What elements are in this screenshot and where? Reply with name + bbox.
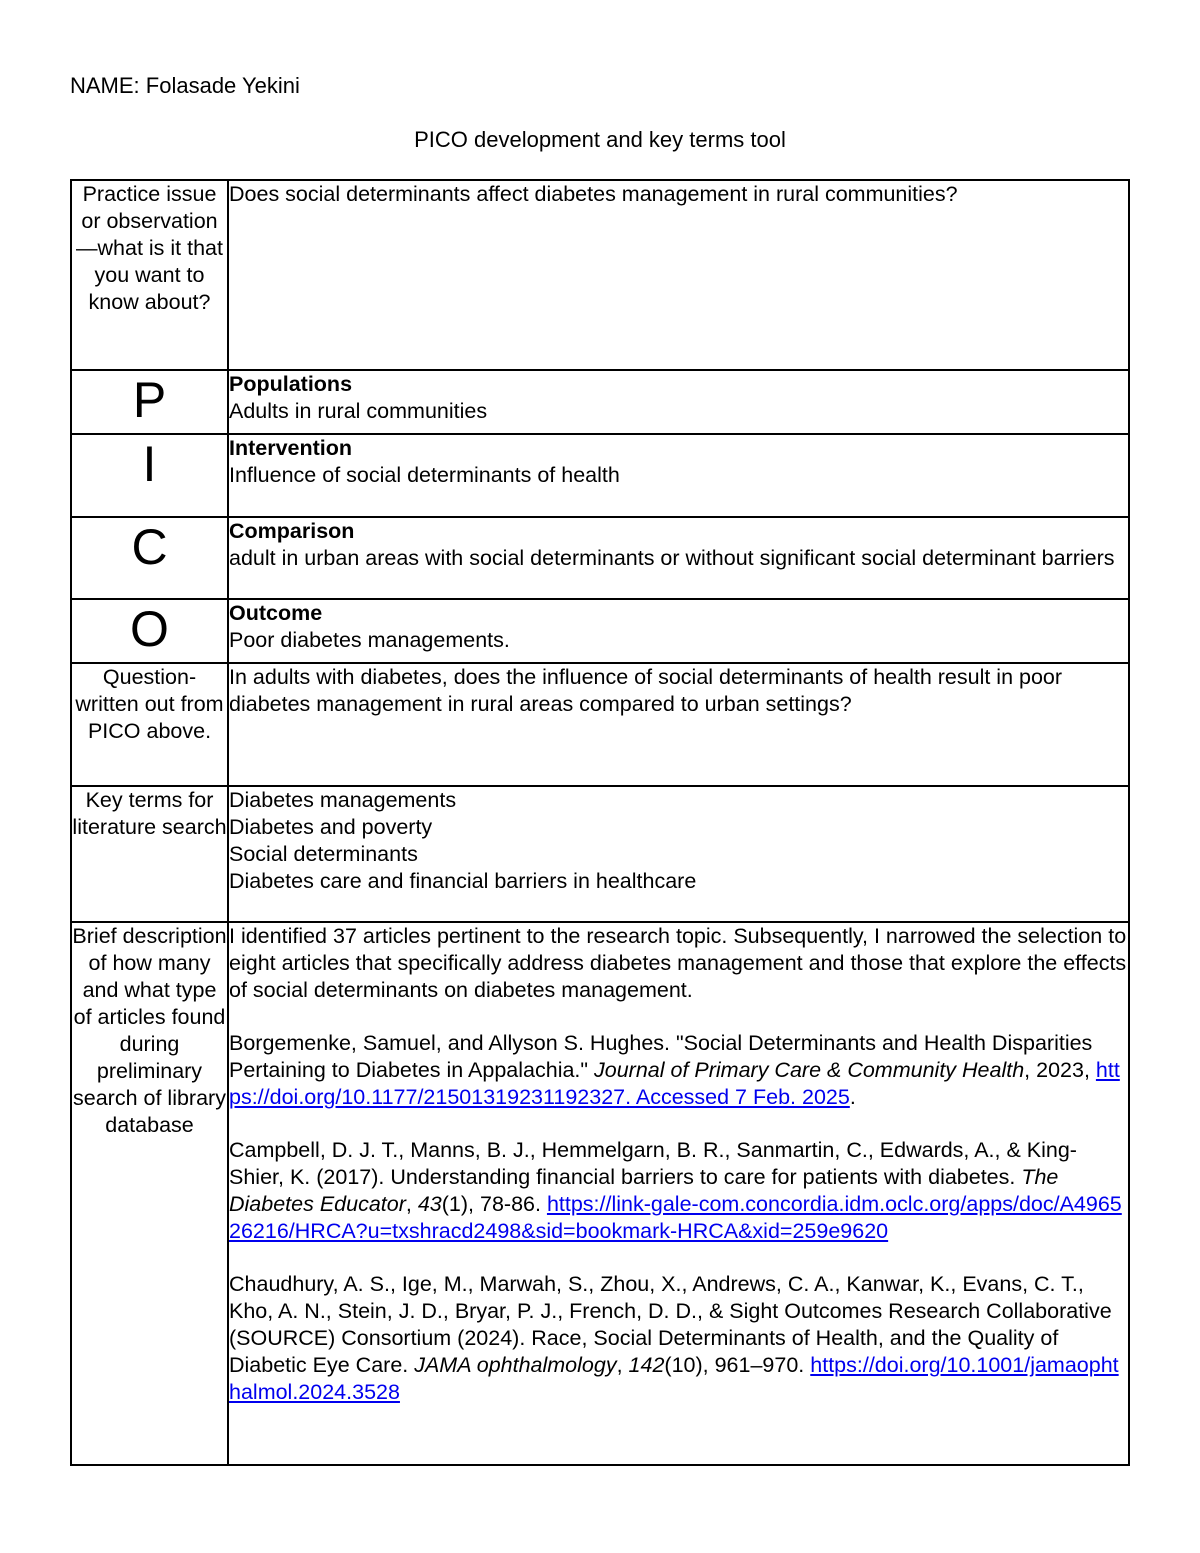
journal-volume: 142: [628, 1353, 665, 1377]
table-row-brief-description: [71, 922, 1129, 1465]
table-row-population: [71, 370, 1129, 434]
reference-1: Borgemenke, Samuel, and Allyson S. Hughes. "Social Determinants and Health Disparities Pertaining to Diabetes in Appalachia." Journal of Primary Care & Community Health, 2023, https://doi.org/10.1177/21501319231192327. Accessed 7 Feb. 2025.: [229, 1031, 1120, 1109]
key-term: Diabetes and poverty: [229, 815, 433, 839]
comparison-heading: Comparison: [229, 519, 355, 543]
table-row-practice-issue: [71, 180, 1129, 370]
reference-2-link[interactable]: https://link-gale-com.concordia.idm.oclc.org/apps/doc/A496526216/HRCA?u=txshracd2498&sid=bookmark-HRCA&xid=259e9620: [229, 1192, 1122, 1243]
practice-issue-label: Practice issue or observation —what is it that you want to know about?: [71, 180, 228, 370]
outcome-text: Poor diabetes managements.: [229, 628, 510, 652]
population-text: Adults in rural communities: [229, 399, 488, 423]
pico-table: [70, 179, 1130, 1466]
outcome-heading: Outcome: [229, 601, 323, 625]
document-title: PICO development and key terms tool: [414, 127, 786, 152]
reference-2: Campbell, D. J. T., Manns, B. J., Hemmelgarn, B. R., Sanmartin, C., Edwards, A., & King-Shier, K. (2017). Understanding financial barriers to care for patients with diabetes. The Diabetes Educator, 43(1), 78-86. https://link-gale-com.concordia.idm.oclc.org/apps/doc/A496526216/HRCA?u=txshracd2498&sid=bookmark-HRCA&xid=259e9620: [229, 1138, 1122, 1243]
reference-3-link[interactable]: https://doi.org/10.1001/jamaophthalmol.2024.3528: [229, 1353, 1119, 1404]
table-row-outcome: [71, 599, 1129, 663]
key-term: Diabetes care and financial barriers in healthcare: [229, 869, 697, 893]
pico-letter-p: P: [132, 372, 167, 428]
practice-issue-value: Does social determinants affect diabetes management in rural communities?: [228, 180, 1129, 370]
reference-1-link[interactable]: https://doi.org/10.1177/21501319231192327. Accessed 7 Feb. 2025: [229, 1058, 1120, 1109]
student-name: NAME: Folasade Yekini: [70, 73, 300, 98]
key-terms-label: Key terms for literature search: [71, 786, 228, 922]
comparison-text: adult in urban areas with social determinants or without significant social determinant barriers: [229, 546, 1115, 570]
journal-title: Journal of Primary Care & Community Health: [594, 1058, 1025, 1082]
question-value: In adults with diabetes, does the influence of social determinants of health result in poor diabetes management in rural areas compared to urban settings?: [228, 663, 1129, 786]
key-term: Diabetes managements: [229, 788, 457, 812]
question-label: Question-written out from PICO above.: [71, 663, 228, 786]
table-row-key-terms: [71, 786, 1129, 922]
pico-letter-i: I: [142, 436, 157, 492]
reference-3: Chaudhury, A. S., Ige, M., Marwah, S., Zhou, X., Andrews, C. A., Kanwar, K., Evans, C. T., Kho, A. N., Stein, J. D., Bryar, P. J., French, D. D., & Sight Outcomes Research Collaborative (SOURCE) Consortium (2024). Race, Social Determinants of Health, and the Quality of Diabetic Eye Care. JAMA ophthalmology, 142(10), 961–970. https://doi.org/10.1001/jamaophthalmol.2024.3528: [229, 1272, 1119, 1404]
intervention-heading: Intervention: [229, 436, 353, 460]
journal-title: JAMA ophthalmology: [414, 1353, 617, 1377]
key-term: Social determinants: [229, 842, 418, 866]
journal-volume: 43: [417, 1192, 442, 1216]
table-row-question: [71, 663, 1129, 786]
table-row-intervention: [71, 434, 1129, 517]
journal-title: The Diabetes Educator: [229, 1165, 1059, 1216]
table-row-comparison: [71, 517, 1129, 599]
brief-description-label: Brief description of how many and what type of articles found during preliminary search of library database: [71, 922, 228, 1465]
pico-letter-o: O: [130, 601, 169, 657]
search-summary: I identified 37 articles pertinent to the research topic. Subsequently, I narrowed the selection to eight articles that specifically address diabetes management and those that explore the effects of social determinants on diabetes management.: [229, 924, 1127, 1002]
population-heading: Populations: [229, 372, 353, 396]
pico-letter-c: C: [131, 519, 168, 575]
intervention-text: Influence of social determinants of health: [229, 463, 620, 487]
